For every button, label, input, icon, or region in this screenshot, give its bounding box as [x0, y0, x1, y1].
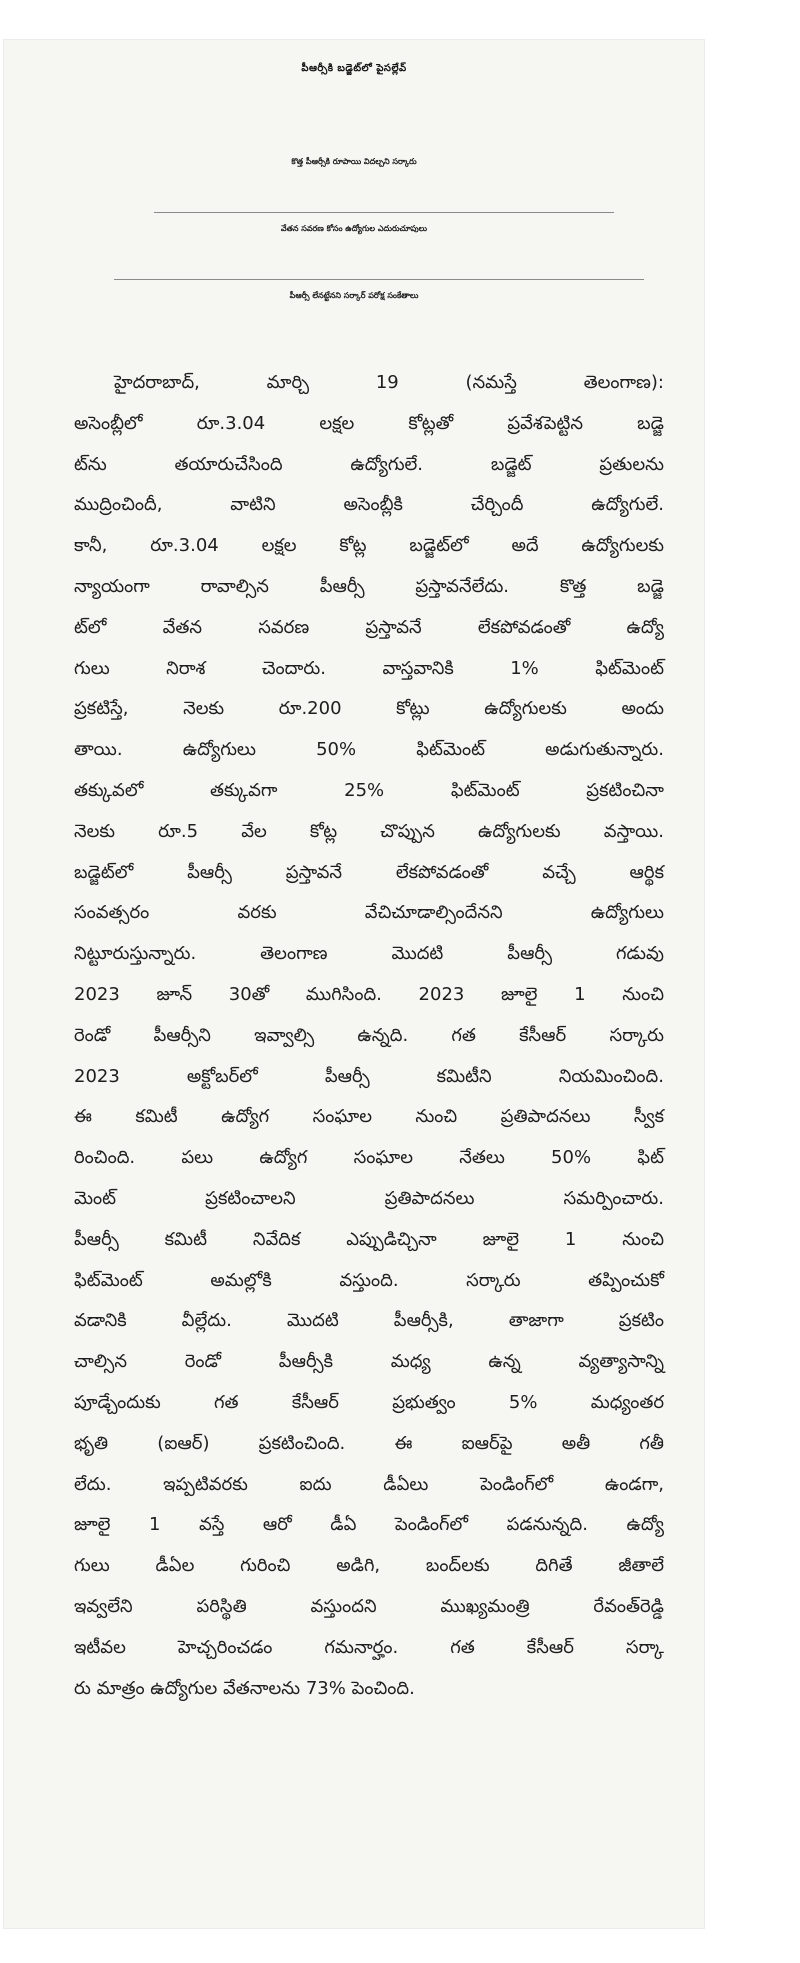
- article-body: [74, 363, 664, 1709]
- article-body-line: మెంట్‌ ప్రకటించాలని ప్రతిపాదనలు సమర్పించారు.: [74, 1187, 664, 1209]
- article-body-line: నెలకు రూ.5 వేల కోట్ల చొప్పున ఉద్యోగులకు వస్తాయి.: [74, 820, 664, 842]
- subheadline-3: పీఆర్సీ లేనట్టేనని సర్కార్‌ పరోక్ష సంకేతాలు: [289, 291, 419, 300]
- article-body-line: ముద్రించిందీ, వాటిని అసెంబ్లీకి చేర్చిందీ ఉద్యోగులే.: [74, 494, 664, 516]
- article-body-line: రు మాత్రం ఉద్యోగుల వేతనాలను 73% పెంచింది.: [74, 1677, 415, 1699]
- article-body-line: గులు నిరాశ చెందారు. వాస్తవానికి 1% ఫిట్‌మెంట్‌: [74, 657, 664, 679]
- subheadline-divider-2: [114, 279, 644, 280]
- article-body-line: ప్రకటిస్తే, నెలకు రూ.200 కోట్లు ఉద్యోగులకు అందు: [74, 698, 664, 720]
- article-body-line: ట్‌లో వేతన సవరణ ప్రస్తావనే లేకపోవడంతో ఉద్యో: [74, 616, 664, 638]
- article-body-line: ఫిట్‌మెంట్‌ అమల్లోకి వస్తుంది. సర్కారు తప్పించుకో: [74, 1269, 664, 1291]
- article-body-line: సంవత్సరం వరకు వేచిచూడాల్సిందేనని ఉద్యోగులు: [74, 902, 664, 924]
- article-body-line: పూడ్చేందుకు గత కేసీఆర్‌ ప్రభుత్వం 5% మధ్యంతర: [74, 1391, 664, 1413]
- article-body-line: కానీ, రూ.3.04 లక్షల కోట్ల బడ్జెట్‌లో అదే ఉద్యోగులకు: [74, 535, 664, 557]
- article-body-line: హైదరాబాద్‌, మార్చి 19 (నమస్తే తెలంగాణ):: [114, 372, 664, 393]
- newspaper-clipping: [4, 40, 704, 1928]
- article-body-line: చాల్సిన రెండో పీఆర్సీకి మధ్య ఉన్న వ్యత్యాసాన్ని: [74, 1351, 664, 1373]
- article-headline: పీఆర్సీకి బడ్జెట్‌లో పైసల్లేవ్‌: [301, 63, 407, 74]
- article-body-line: 2023 అక్టోబర్‌లో పీఆర్సీ కమిటీని నియమించింది.: [74, 1065, 664, 1087]
- article-body-line: అసెంబ్లీలో రూ.3.04 లక్షల కోట్లతో ప్రవేశపెట్టిన బడ్జె: [74, 412, 664, 434]
- article-body-line: జూలై 1 వస్తే ఆరో డీఏ పెండింగ్‌లో పడనున్నది. ఉద్యో: [74, 1514, 664, 1536]
- article-body-line: ఇవ్వలేని పరిస్థితి వస్తుందని ముఖ్యమంత్రి రేవంత్‌రెడ్డి: [74, 1595, 664, 1617]
- article-body-line: పీఆర్సీ కమిటీ నివేదిక ఎప్పుడిచ్చినా జూలై 1 నుంచి: [74, 1228, 664, 1250]
- article-body-line: న్యాయంగా రావాల్సిన పీఆర్సీ ప్రస్తావనేలేదు. కొత్త బడ్జె: [74, 575, 664, 597]
- article-body-line: ఇటీవల హెచ్చరించడం గమనార్హం. గత కేసీఆర్‌ సర్కా: [74, 1636, 664, 1658]
- article-body-line: తాయి. ఉద్యోగులు 50% ఫిట్‌మెంట్‌ అడుగుతున్నారు.: [74, 739, 664, 761]
- article-body-line: లేదు. ఇప్పటివరకు ఐదు డీఏలు పెండింగ్‌లో ఉండగా,: [74, 1473, 664, 1495]
- article-body-line: రించింది. పలు ఉద్యోగ సంఘాల నేతలు 50% ఫిట్‌: [74, 1147, 664, 1169]
- subheadline-2: వేతన సవరణ కోసం ఉద్యోగుల ఎదురుచూపులు: [280, 224, 428, 233]
- article-body-line: వడానికి వీల్లేదు. మొదటి పీఆర్సీకి, తాజాగా ప్రకటిం: [74, 1310, 664, 1332]
- article-body-line: 2023 జూన్‌ 30తో ముగిసింది. 2023 జూలై 1 నుంచి: [74, 983, 664, 1005]
- article-body-line: ఈ కమిటీ ఉద్యోగ సంఘాల నుంచి ప్రతిపాదనలు స్వీక: [74, 1106, 664, 1128]
- subheadline-divider-1: [154, 212, 614, 213]
- article-body-line: రెండో పీఆర్సీని ఇవ్వాల్సి ఉన్నది. గత కేసీఆర్‌ సర్కారు: [74, 1024, 664, 1046]
- article-body-line: బడ్జెట్‌లో పీఆర్సీ ప్రస్తావనే లేకపోవడంతో వచ్చే ఆర్థిక: [74, 861, 664, 883]
- subheadline-1: కొత్త పీఆర్సీకి రూపాయి విదల్చని సర్కారు: [291, 157, 417, 166]
- article-body-line: ట్‌ను తయారుచేసింది ఉద్యోగులే. బడ్జెట్‌ ప్రతులను: [74, 453, 664, 475]
- article-body-line: నిట్టూరుస్తున్నారు. తెలంగాణ మొదటి పీఆర్సీ గడువు: [74, 943, 664, 965]
- article-body-line: గులు డీఏల గురించి అడిగి, బంద్‌లకు దిగితే జీతాలే: [74, 1555, 664, 1577]
- article-body-line: తక్కువలో తక్కువగా 25% ఫిట్‌మెంట్‌ ప్రకటించినా: [74, 779, 664, 801]
- article-body-line: భృతి (ఐఆర్‌) ప్రకటించింది. ఈ ఐఆర్‌పై అతీ గతీ: [74, 1432, 664, 1454]
